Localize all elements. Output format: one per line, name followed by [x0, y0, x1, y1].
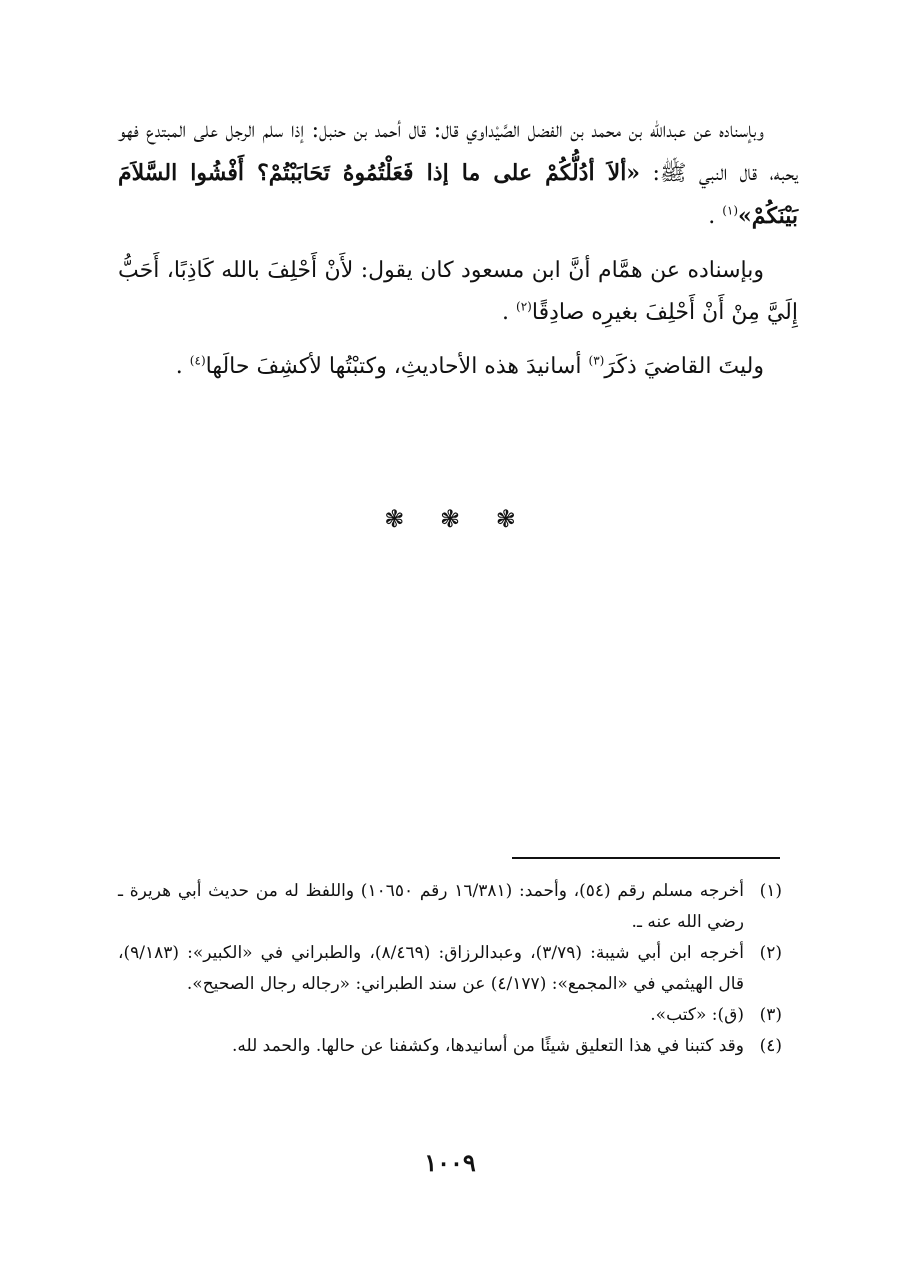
star-ornament-icon: ❃: [495, 505, 516, 533]
footnote-text: أخرجه مسلم رقم (٥٤)، وأحمد: (١٦/٣٨١ رقم ١٠٦٥٠) واللفظ له من حديث أبي هريرة ـ رضي الله عنه ـ.: [118, 881, 744, 932]
paragraph-end: .: [175, 354, 190, 379]
footnote-2: [118, 938, 782, 1000]
paragraph-1: [118, 110, 798, 238]
paragraph-end: .: [708, 204, 723, 229]
footnote-text: (ق): «كتب».: [650, 1005, 744, 1025]
footnote-divider: [512, 857, 780, 859]
footnote-1: [118, 876, 782, 938]
footnote-text: أخرجه ابن أبي شيبة: (٣/٧٩)، وعبدالرزاق: (٨/٤٦٩)، والطبراني في «الكبير»: (٩/١٨٣)، قال الهيثمي في «المجمع»: (٤/١٧٧) عن سند الطبراني: «رجاله رجال الصحيح».: [118, 943, 744, 994]
paragraph-2: [118, 250, 798, 334]
paragraph-text: وبإسناده عن عبدالله بن محمد بن الفضل الصَّيْداوي قال: قال أحمد بن حنبل: إذا سلم الرجل على المبتدع فهو يحبه، قال النبي ﷺ:: [118, 118, 798, 186]
footnote-ref: (١): [722, 203, 739, 218]
footnote-3: [118, 1000, 782, 1031]
paragraph-text: وبإسناده عن همَّام أنَّ ابن مسعود كان يقول: لأَنْ أَحْلِفَ بالله كَاذِبًا، أَحَبُّ إِلَيَّ مِنْ أَنْ أَحْلِفَ بغيرِه صادِقًا: [118, 258, 798, 325]
star-ornament-icon: ❃: [384, 505, 405, 533]
page-number: ١٠٠٩: [424, 1148, 476, 1177]
footnote-ref: (٢): [516, 299, 532, 314]
footnote-ref: (٣): [588, 353, 605, 368]
footnotes: [118, 876, 782, 1062]
footnote-text: وقد كتبنا في هذا التعليق شيئًا من أسانيدها، وكشفنا عن حالها. والحمد لله.: [231, 1036, 744, 1056]
paragraph-text: وليتَ القاضيَ ذكَرَ: [604, 354, 764, 379]
paragraph-3: [118, 346, 798, 388]
footnote-number: (٣): [759, 1005, 782, 1025]
footnote-number: (١): [759, 881, 782, 901]
footnote-4: [118, 1031, 782, 1062]
footnote-ref: (٤): [189, 353, 206, 368]
hadith-quote: «ألاَ أدُلُّكُمْ على ما إذا فَعَلْتُمُوهُ تَحَابَبْتُمْ؟ أَفْشُوا السَّلاَمَ بَيْنَكُمْ»: [118, 160, 798, 229]
footnote-number: (٢): [759, 943, 782, 963]
paragraph-text: أسانيدَ هذه الأحاديثِ، وكتبْتُها لأكشِفَ حالَها: [205, 354, 589, 379]
main-text: [118, 110, 798, 400]
footnote-number: (٤): [759, 1036, 782, 1056]
star-ornament-icon: ❃: [439, 505, 461, 533]
paragraph-end: .: [502, 300, 517, 325]
section-separator: [0, 505, 900, 533]
